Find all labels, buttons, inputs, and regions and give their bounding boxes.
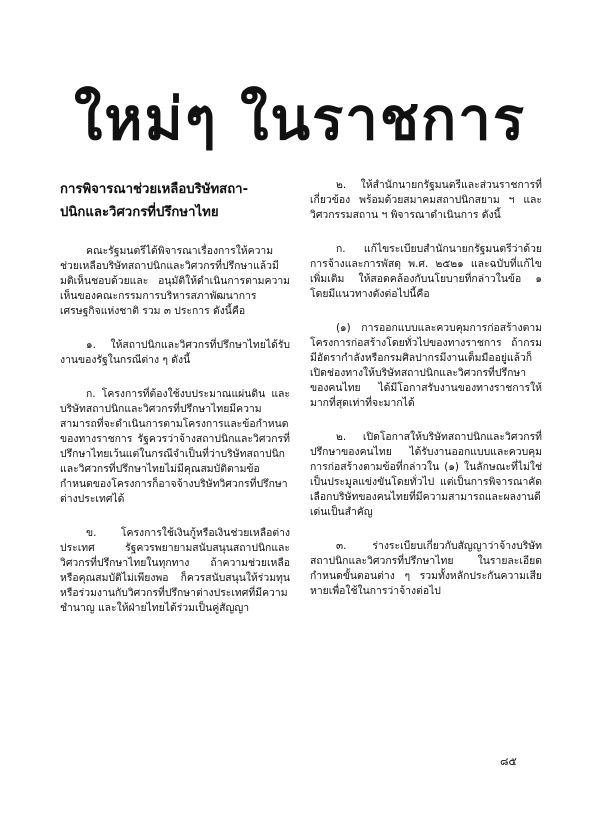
- page-number: ๘๕: [500, 755, 517, 768]
- page-headline: ใหม่ๆ ในราชการ: [73, 85, 527, 153]
- section-title: [60, 178, 290, 224]
- paragraph: ๒. เปิดโอกาสให้บริษัทสถาปนิกและวิศวกรที่ปรึกษาของคนไทย ได้รับงานออกแบบและควบคุมการก่อสร้างตามข้อที่กล่าวใน (๑) ในลักษณะที่ไม่ใช่เป็นประมูลแข่งขันโดยทั่วไป แต่เป็นการพิจารณาคัดเลือกบริษัทของคนไทยที่มีความสามารถและผลงานดีเด่นเป็นสำคัญ: [310, 431, 542, 518]
- right-column: [310, 178, 542, 618]
- paragraph: ๑. ให้สถาปนิกและวิศวกรที่ปรึกษาไทยได้รับงานของรัฐในกรณีต่าง ๆ ดังนี้: [60, 339, 290, 366]
- paragraph: ข. โครงการใช้เงินกู้หรือเงินช่วยเหลือต่างประเทศ รัฐควรพยายามสนับสนุนสถาปนิกและวิศวกรที่ปรึกษาไทยในทุกทาง ถ้าความช่วยเหลือหรือคุณสมบัติไม่เพียงพอ ก็ควรสนับสนุนให้ร่วมทุนหรือร่วมงานกับวิศวกรที่ปรึกษาต่างประเทศที่มีความชำนาญ และให้ฝ่ายไทยได้ร่วมเป็นคู่สัญญา: [60, 527, 290, 614]
- section-title-line-1: การพิจารณาช่วยเหลือบริษัทสถา-: [60, 182, 249, 197]
- paragraph: ๒. ให้สำนักนายกรัฐมนตรีและส่วนราชการที่เกี่ยวข้อง พร้อมด้วยสมาคมสถาปนิกสยาม ฯ และวิศวกรรมสถาน ฯ พิจารณาดำเนินการ ดังนี้: [310, 179, 542, 221]
- paragraph: ก. โครงการที่ต้องใช้งบประมาณแผ่นดิน และบริษัทสถาปนิกและวิศวกรที่ปรึกษาไทยมีความสามารถที่จะดำเนินการตามโครงการและข้อกำหนดของทางราชการ รัฐควรว่าจ้างสถาปนิกและวิศวกรที่ปรึกษาไทยเว้นแต่ในกรณีจำเป็นที่ว่าบริษัทสถาปนิกและวิศวกรที่ปรึกษาไทยไม่มีคุณสมบัติตามข้อกำหนดของโครงการก็อาจจ้างบริษัทวิศวกรที่ปรึกษาต่างประเทศได้: [60, 388, 290, 505]
- section-title-line-2: ปนิกและวิศวกรที่ปรึกษาไทย: [60, 205, 219, 220]
- paragraph: (๑) การออกแบบและควบคุมการก่อสร้างตามโครงการก่อสร้างโดยทั่วไปของทางราชการ ถ้ากรมมีอัตรากำลังหรือกรมศิลปากรมีงานเต็มมืออยู่แล้วก็เปิดช่องทางให้บริษัทสถาปนิกและวิศวกรที่ปรึกษาของคนไทย ได้มีโอกาสรับงานของทางราชการให้มากที่สุดเท่าที่จะมากได้: [310, 322, 542, 409]
- left-column: [60, 178, 290, 635]
- paragraph: ๓. ร่างระเบียบเกี่ยวกับสัญญาว่าจ้างบริษัทสถาปนิกและวิศวกรที่ปรึกษาไทย ในรายละเอียดกำหนดขั้นตอนต่าง ๆ รวมทั้งหลักประกันความเสียหายเพื่อใช้ในการว่าจ้างต่อไป: [310, 540, 542, 597]
- paragraph: คณะรัฐมนตรีได้พิจารณาเรื่องการให้ความช่วยเหลือบริษัทสถาปนิกและวิศวกรที่ปรึกษาแล้วมีมติเห็นชอบด้วยและ อนุมัติให้ดำเนินการตามความเห็นของคณะกรรมการบริหารสภาพัฒนาการเศรษฐกิจแห่งชาติ รวม ๓ ประการ ดังนี้คือ: [60, 245, 290, 317]
- paragraph: ก. แก้ไขระเบียบสำนักนายกรัฐมนตรีว่าด้วยการจ้างและการพัสดุ พ.ศ. ๒๕๒๑ และฉบับที่แก้ไขเพิ่มเติม ให้สอดคล้องกับนโยบายที่กล่าวในข้อ ๑ โดยมีแนวทางดังต่อไปนี้คือ: [310, 243, 542, 300]
